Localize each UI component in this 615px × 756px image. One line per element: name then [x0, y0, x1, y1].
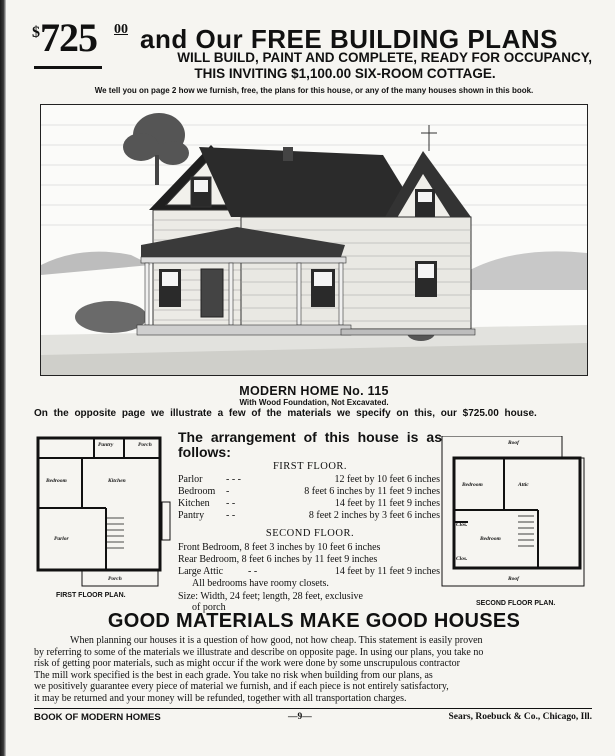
- model-title: MODERN HOME No. 115: [239, 384, 389, 398]
- label-pantry: Pantry: [98, 442, 114, 448]
- second-floor-heading: SECOND FLOOR.: [265, 528, 355, 539]
- second-floor-drawing: [438, 436, 588, 596]
- headline: and Our FREE BUILDING PLANS: [140, 24, 558, 54]
- first-floor-drawing: [34, 428, 174, 588]
- size-note-2: of porch: [192, 602, 226, 613]
- label-roof-bottom: Roof: [508, 576, 519, 582]
- room-row: Parlor - - - 12 feet by 10 feet 6 inches: [178, 474, 440, 485]
- first-floor-caption: FIRST FLOOR PLAN.: [56, 592, 126, 599]
- house-illustration: [40, 104, 588, 376]
- price-cents: 00: [114, 22, 128, 37]
- footer-publisher: Sears, Roebuck & Co., Chicago, Ill.: [448, 712, 592, 722]
- room-row: Large Attic - - 14 feet by 11 feet 9 inches: [178, 566, 440, 577]
- house-drawing: [41, 105, 587, 375]
- label-front-bedroom: Bedroom: [462, 482, 483, 488]
- footer-book-title: BOOK OF MODERN HOMES: [34, 712, 161, 723]
- body-line: by referring to some of the materials we illustrate and describe on opposite page. In using our plans, you take no: [34, 646, 484, 658]
- catalog-page: [20, 0, 608, 756]
- page-number: —9—: [288, 712, 312, 722]
- section-heading: GOOD MATERIALS MAKE GOOD HOUSES: [107, 610, 521, 632]
- second-floor-caption: SECOND FLOOR PLAN.: [476, 600, 556, 607]
- room-row: Rear Bedroom, 8 feet 6 inches by 11 feet 9 inches: [178, 554, 378, 565]
- price-amount: 725: [40, 15, 97, 60]
- arrangement-title: The arrangement of this house is as follows:: [178, 429, 442, 460]
- label-closet-1: Clos.: [456, 522, 468, 528]
- label-attic: Attic: [518, 482, 529, 488]
- closets-note: All bedrooms have roomy closets.: [192, 578, 329, 589]
- label-porch-front: Porch: [108, 576, 122, 582]
- room-row: Bedroom - 8 feet 6 inches by 11 feet 9 inches: [178, 486, 440, 497]
- size-note: Size: Width, 24 feet; length, 28 feet, exclusive: [178, 591, 363, 602]
- body-line: risk of getting poor materials, such as might occur if the work were done by some unscrupulous contractor: [34, 658, 461, 670]
- label-closet-2: Clos.: [456, 556, 468, 562]
- dollar-sign: $: [32, 24, 40, 41]
- label-parlor: Parlor: [54, 536, 69, 542]
- first-floor-plan: [34, 428, 174, 598]
- subheadline-1: WILL BUILD, PAINT AND COMPLETE, READY FOR OCCUPANCY,: [177, 50, 592, 65]
- second-floor-plan: [438, 436, 588, 608]
- body-line: we positively guarantee every piece of material we furnish, and if each piece is not entirely satisfactory,: [34, 681, 449, 693]
- label-bedroom: Bedroom: [46, 478, 67, 484]
- label-rear-bedroom: Bedroom: [480, 536, 501, 542]
- label-kitchen: Kitchen: [108, 478, 126, 484]
- body-paragraph: [34, 635, 594, 705]
- room-row: Front Bedroom, 8 feet 3 inches by 10 feet 6 inches: [178, 542, 381, 553]
- intro-note: We tell you on page 2 how we furnish, free, the plans for this house, or any of the many houses shown in this book.: [94, 86, 534, 95]
- footer-rule: [34, 708, 592, 709]
- subheadline-2: THIS INVITING $1,100.00 SIX-ROOM COTTAGE.: [194, 66, 496, 81]
- body-line: When planning our houses it is a question of how good, not how cheap. This statement is easily proven: [70, 635, 483, 646]
- price-underline: [34, 66, 102, 69]
- room-row: Pantry - - 8 feet 2 inches by 3 feet 6 inches: [178, 510, 440, 521]
- body-line: it may be returned and your money will be refunded, together with all transportation charges.: [34, 692, 407, 704]
- label-porch-rear: Porch: [138, 442, 152, 448]
- opposite-page-note: On the opposite page we illustrate a few of the materials we specify on this, our $725.00 house.: [34, 408, 537, 419]
- body-line: The mill work specified is the best in each grade. You take no risk when building from our plans, as: [34, 669, 433, 681]
- model-subtitle: With Wood Foundation, Not Excavated.: [239, 398, 389, 407]
- book-spine: [0, 0, 6, 756]
- first-floor-heading: FIRST FLOOR.: [272, 461, 348, 472]
- room-row: Kitchen - - 14 feet by 11 feet 9 inches: [178, 498, 440, 509]
- label-roof-top: Roof: [508, 440, 519, 446]
